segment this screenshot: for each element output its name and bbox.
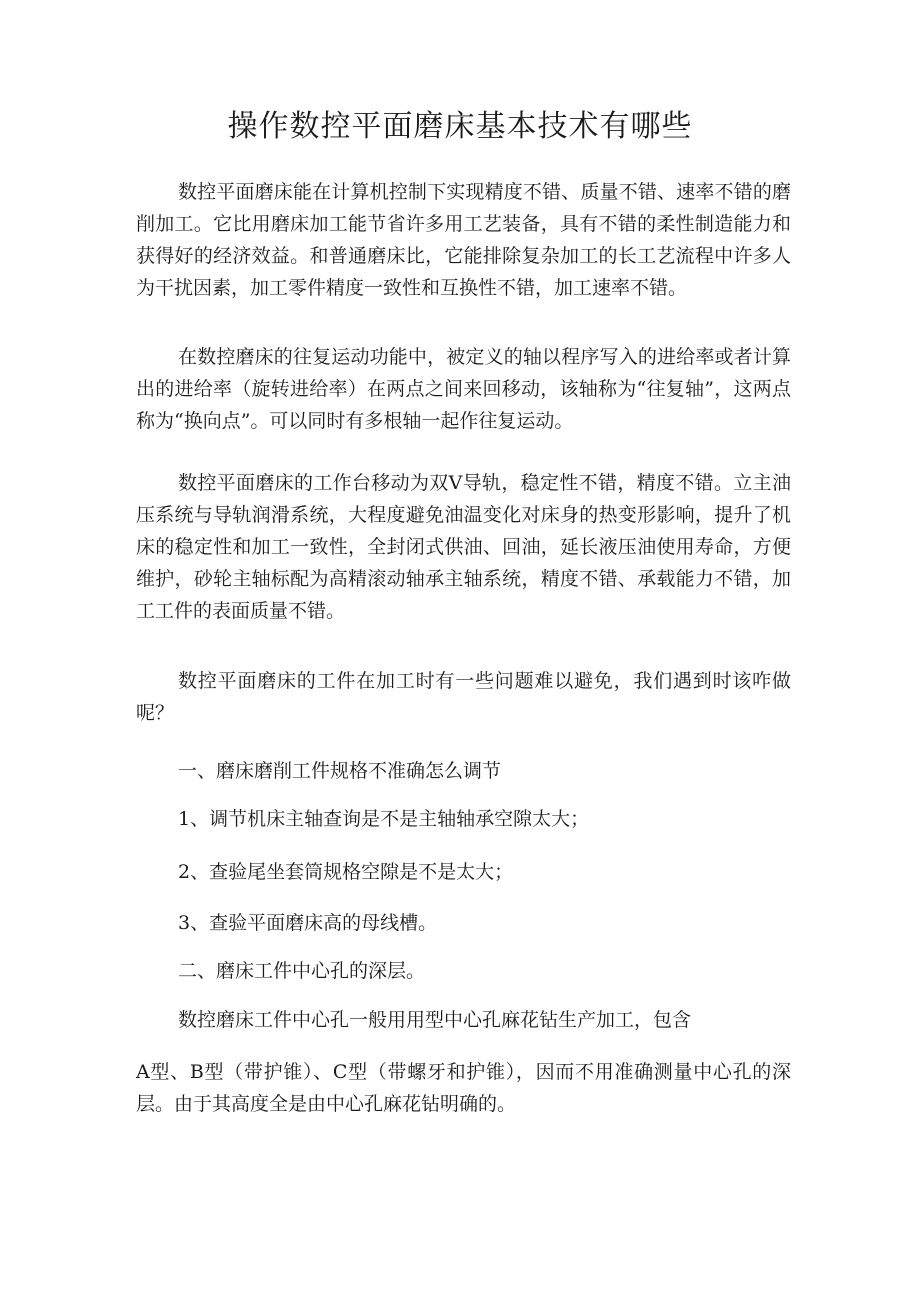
section-one-heading: 一、磨床磨削工件规格不准确怎么调节 xyxy=(178,760,502,782)
document-title: 操作数控平面磨床基本技术有哪些 xyxy=(227,109,693,144)
paragraph-worktable: 数控平面磨床的工作台移动为双V导轨，稳定性不错，精度不错。立主油压系统与导轨润滑系统，大程度避免油温变化对床身的热变形影响，提升了机床的稳定性和加工一致性，全封闭式供油、回油，延长液压油使用寿命，方便维护，砂轮主轴标配为高精滚动轴承主轴系统，精度不错、承载能力不错，加工工件的表面质量不错。 xyxy=(136,472,791,622)
paragraph-reciprocating-axis: 在数控磨床的往复运动功能中，被定义的轴以程序写入的进给率或者计算出的进给率（旋转进给率）在两点之间来回移动，该轴称为“往复轴”，这两点称为“换向点”。可以同时有多根轴一起作往复运动。 xyxy=(136,346,791,432)
section-two-heading: 二、磨床工件中心孔的深层。 xyxy=(178,960,426,982)
section-one-item: 1、调节机床主轴查询是不是主轴轴承空隙太大； xyxy=(178,808,590,830)
section-two-line: 数控磨床工件中心孔一般用用型中心孔麻花钻生产加工，包含 xyxy=(178,1009,692,1031)
section-one-item: 2、查验尾坐套筒规格空隙是不是太大； xyxy=(178,861,514,883)
paragraph-intro: 数控平面磨床能在计算机控制下实现精度不错、质量不错、速率不错的磨削加工。它比用磨床加工能节省许多用工艺装备，具有不错的柔性制造能力和获得好的经济效益。和普通磨床比，它能排除复杂加工的长工艺流程中许多人为干扰因素，加工零件精度一致性和互换性不错，加工速率不错。 xyxy=(136,181,791,299)
section-one-item: 3、查验平面磨床高的母线槽。 xyxy=(178,912,438,934)
section-two-tail: A型、B型（带护锥）、C型（带螺牙和护锥），因而不用准确测量中心孔的深层。由于其高度全是由中心孔麻花钻明确的。 xyxy=(136,1061,791,1115)
paragraph-problems: 数控平面磨床的工件在加工时有一些问题难以避免，我们遇到时该咋做呢？ xyxy=(136,670,791,724)
